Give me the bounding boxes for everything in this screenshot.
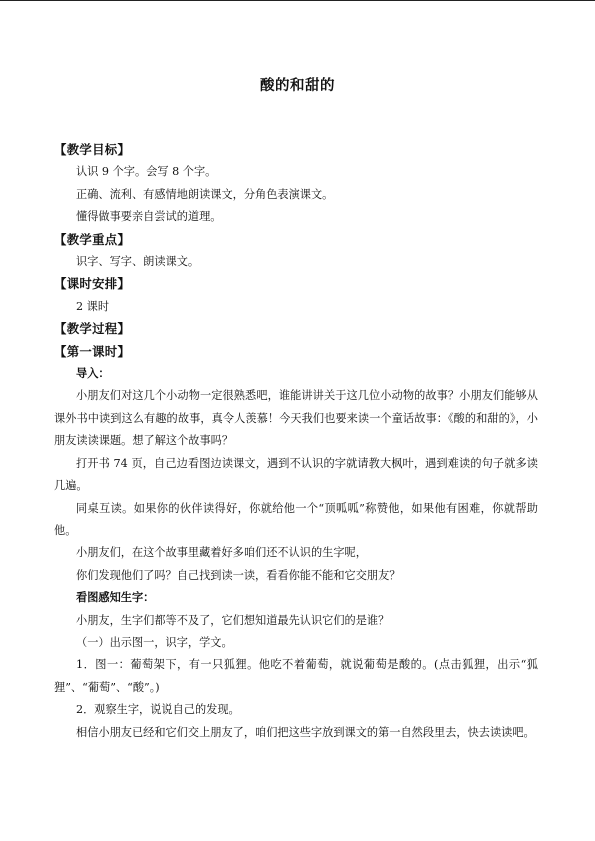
paragraph: 你们发现他们了吗？自己找到读一读，看看你能不能和它交朋友？	[76, 568, 401, 582]
paragraph: 1．图一：葡萄架下，有一只狐狸。他吃不着葡萄，就说葡萄是酸的。(点击狐狸，出示“狐狸”、“葡萄”、“酸”。)	[54, 658, 538, 694]
paragraph: 小朋友，生字们都等不及了，它们想知道最先认识它们的是谁？	[76, 613, 390, 627]
paragraph: 相信小朋友已经和它们交上朋友了，咱们把这些字放到课文的第一自然段里去，快去读读吧。	[76, 725, 535, 739]
paragraph: 小朋友们，在这个故事里藏着好多咱们还不认识的生字呢，	[76, 546, 367, 560]
goal-item: 正确、流利、有感情地朗读课文，分角色表演课文。	[76, 187, 334, 201]
paragraph: 同桌互读。如果你的伙伴读得好，你就给他一个“顶呱呱”称赞他，如果他有困难，你就帮助他。	[54, 501, 538, 537]
paragraph: （一）出示图一，识字，学文。	[76, 635, 233, 649]
paragraph: 打开书 74 页，自己边看图边读课文，遇到不认识的字就请教大枫叶，遇到难读的句子就多读几遍。	[54, 456, 538, 493]
schedule-item: 2 课时	[76, 299, 110, 313]
goal-item: 认识 9 个字。会写 8 个字。	[76, 165, 217, 179]
heading-schedule: 【课时安排】	[54, 276, 131, 292]
intro-label: 导入：	[76, 367, 110, 381]
heading-teaching-goals: 【教学目标】	[54, 142, 131, 157]
page-title: 酸的和甜的	[260, 78, 335, 94]
heading-key-points: 【教学重点】	[54, 231, 131, 247]
subheading-look-at-picture: 看图感知生字：	[76, 591, 155, 605]
paragraph: 2．观察生字，说说自己的发现。	[76, 703, 240, 717]
heading-teaching-process: 【教学过程】	[54, 321, 131, 337]
document-body	[54, 139, 538, 744]
heading-lesson-one: 【第一课时】	[54, 343, 131, 359]
goal-item: 懂得做事要亲自尝试的道理。	[76, 210, 222, 224]
key-point-item: 识字、写字、朗读课文。	[76, 255, 200, 269]
paragraph: 小朋友们对这几个小动物一定很熟悉吧，谁能讲讲关于这几位小动物的故事？小朋友们能够从课外书中读到这么有趣的故事，真令人羡慕！今天我们也要来读一个童话故事：《酸的和甜的》，小朋友读读课题。想了解这个故事吗？	[54, 389, 538, 448]
